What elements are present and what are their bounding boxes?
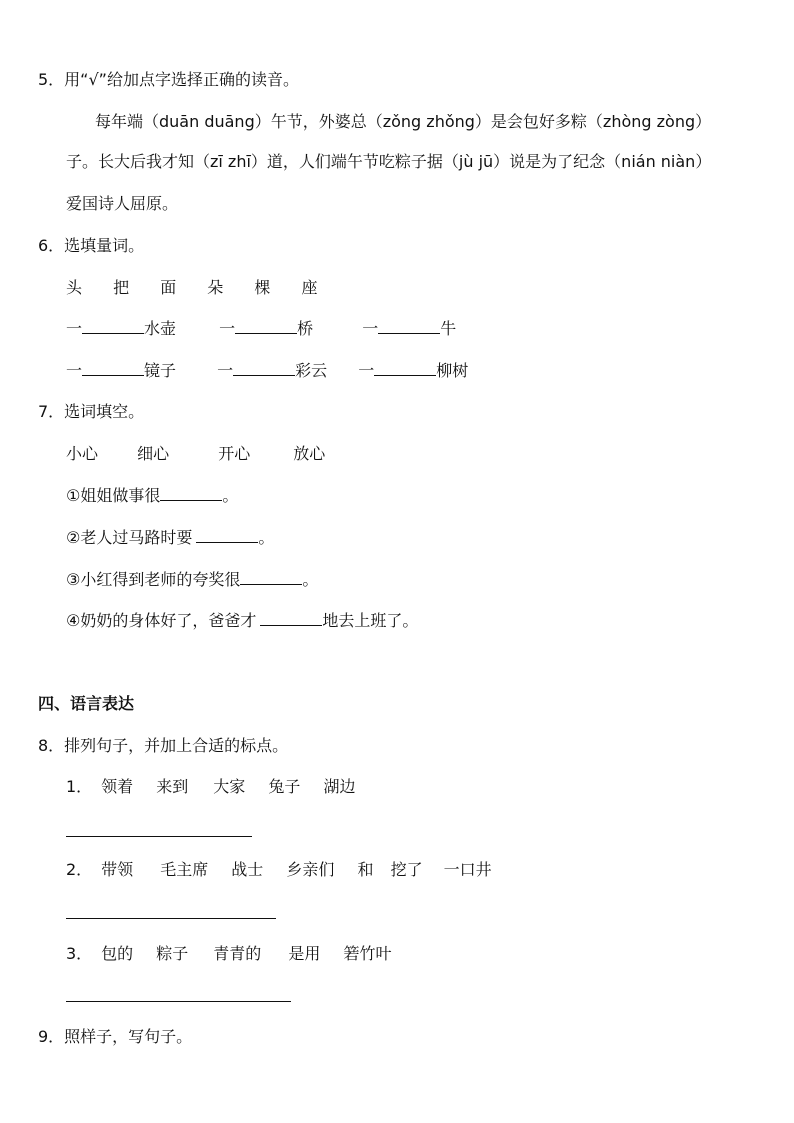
q7-title: 7．选词填空。: [38, 402, 145, 421]
q7-item-2: [66, 527, 274, 549]
q7-options: [66, 443, 333, 465]
q8-word: 一口井: [443, 860, 492, 879]
q8-word: 粽子: [156, 944, 189, 963]
q8-item-number: 1．: [66, 777, 93, 796]
q8-item-1: [66, 776, 355, 798]
q6-row-1: [66, 318, 456, 340]
q6-noun: 桥: [297, 319, 314, 338]
q6-prefix: 一: [219, 319, 236, 338]
q8-word: 和: [357, 860, 374, 879]
q6-blank[interactable]: [378, 319, 440, 334]
q6-option: 面: [160, 278, 177, 297]
q6-prefix: 一: [358, 361, 375, 380]
q8-item-number: 3．: [66, 944, 93, 963]
q7-item-tail: 。: [302, 570, 319, 589]
q8-answer-line-1[interactable]: [66, 836, 252, 837]
q6-prefix: 一: [66, 361, 83, 380]
q8-word: 领着: [101, 777, 134, 796]
q6-prefix: 一: [217, 361, 234, 380]
q8-word: 兔子: [268, 777, 301, 796]
q6-row-2: [66, 360, 468, 382]
q7-item-tail: 。: [222, 486, 239, 505]
q6-option: 把: [113, 278, 130, 297]
q7-option: 放心: [293, 444, 326, 463]
q6-blank[interactable]: [233, 361, 295, 376]
q6-blank[interactable]: [235, 319, 297, 334]
q6-title: 6．选填量词。: [38, 236, 145, 255]
q6-noun: 镜子: [144, 361, 177, 380]
q7-item-3: [66, 569, 318, 591]
q6-noun: 彩云: [295, 361, 328, 380]
q6-option: 头: [66, 278, 83, 297]
q7-blank[interactable]: [196, 528, 258, 543]
q6-option: 朵: [207, 278, 224, 297]
q7-item-tail: 地去上班了。: [322, 611, 419, 630]
section-heading: 四、语言表达: [38, 694, 135, 713]
q7-item-text: ②老人过马路时要: [66, 528, 193, 547]
q6-prefix: 一: [362, 319, 379, 338]
q7-option: 小心: [66, 444, 99, 463]
q5-text-line-1: 每年端（duān duāng）午节，外婆总（zǒng zhǒng）是会包好多粽（zhòng zòng）: [95, 112, 712, 131]
q6-option: 座: [301, 278, 318, 297]
q7-item-text: ③小红得到老师的夸奖很: [66, 570, 241, 589]
q8-item-number: 2．: [66, 860, 93, 879]
q6-blank[interactable]: [82, 361, 144, 376]
q6-blank[interactable]: [374, 361, 436, 376]
q6-noun: 水壶: [144, 319, 177, 338]
q6-noun: 牛: [440, 319, 457, 338]
q7-option: 开心: [218, 444, 251, 463]
q7-option: 细心: [137, 444, 170, 463]
q7-item-text: ①姐姐做事很: [66, 486, 161, 505]
q8-word: 挖了: [390, 860, 423, 879]
q8-word: 是用: [288, 944, 321, 963]
q6-noun: 柳树: [436, 361, 469, 380]
q7-item-1: [66, 485, 238, 507]
q7-blank[interactable]: [160, 486, 222, 501]
q8-answer-line-2[interactable]: [66, 918, 276, 919]
q8-word: 青青的: [213, 944, 262, 963]
q7-item-text: ④奶奶的身体好了，爸爸才: [66, 611, 257, 630]
q8-answer-line-3[interactable]: [66, 1001, 291, 1002]
q8-word: 包的: [101, 944, 134, 963]
q8-word: 毛主席: [160, 860, 209, 879]
q8-item-3: [66, 943, 391, 965]
q5-text-line-2: 子。长大后我才知（zī zhī）道，人们端午节吃粽子据（jù jū）说是为了纪念（nián niàn）: [66, 152, 712, 171]
q6-blank[interactable]: [82, 319, 144, 334]
q8-word: 来到: [156, 777, 189, 796]
q8-word: 大家: [213, 777, 246, 796]
q5-text-line-3: 爱国诗人屈原。: [66, 194, 179, 213]
q8-title: 8．排列句子，并加上合适的标点。: [38, 736, 289, 755]
q8-word: 乡亲们: [286, 860, 335, 879]
q8-word: 湖边: [323, 777, 356, 796]
q8-word: 战士: [231, 860, 264, 879]
q8-word: 带领: [101, 860, 134, 879]
q8-item-2: [66, 859, 492, 881]
q6-prefix: 一: [66, 319, 83, 338]
q9-title: 9．照样子，写句子。: [38, 1027, 193, 1046]
q7-blank[interactable]: [260, 611, 322, 626]
q7-item-4: [66, 610, 418, 632]
q5-title: 5．用“√”给加点字选择正确的读音。: [38, 70, 299, 89]
q8-word: 箬竹叶: [343, 944, 392, 963]
q6-options: [66, 277, 331, 299]
q7-blank[interactable]: [240, 570, 302, 585]
q6-option: 棵: [254, 278, 271, 297]
q7-item-tail: 。: [258, 528, 275, 547]
